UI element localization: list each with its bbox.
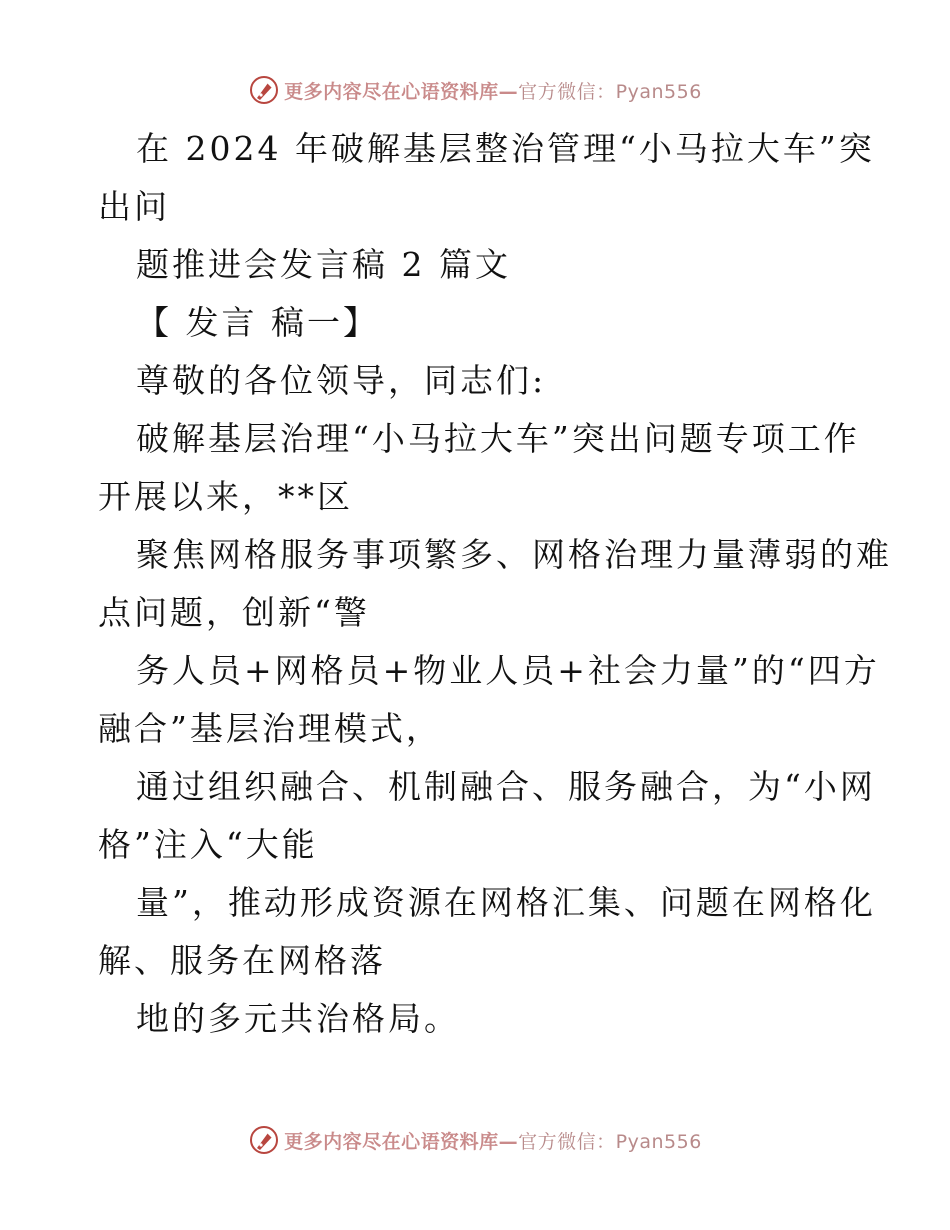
- doc-line: 融合”基层治理模式，: [98, 709, 442, 748]
- doc-line: 解、服务在网格落: [98, 941, 386, 980]
- doc-line: 量”，推动形成资源在网格汇集、问题在网格化: [136, 883, 876, 922]
- doc-line: 聚焦网格服务事项繁多、网格治理力量薄弱的难: [136, 535, 892, 574]
- doc-line: 点问题，创新“警: [98, 593, 370, 632]
- doc-line: 地的多元共治格局。: [136, 999, 460, 1038]
- doc-line: 破解基层治理“小马拉大车”突出问题专项工作: [136, 419, 860, 458]
- doc-line: 在 2024 年破解基层整治管理“小马拉大车”突: [136, 129, 875, 168]
- doc-line: 【 发言 稿一】: [136, 303, 379, 342]
- footer-watermark: [0, 1120, 950, 1160]
- watermark-wechat: 官方微信：Pyan556: [518, 1130, 702, 1153]
- document-body: [98, 120, 892, 1048]
- pen-nib-logo-icon: [248, 1124, 280, 1156]
- doc-line: 题推进会发言稿 2 篇文: [136, 245, 511, 284]
- pen-nib-logo-icon: [248, 74, 280, 106]
- watermark-text: [284, 1127, 702, 1154]
- watermark-text: [284, 77, 702, 104]
- watermark-brand: 更多内容尽在心语资料库—: [284, 1130, 519, 1153]
- doc-line: 出问: [98, 187, 170, 226]
- doc-line: 格”注入“大能: [98, 825, 318, 864]
- doc-line: 通过组织融合、机制融合、服务融合，为“小网: [136, 767, 876, 806]
- doc-line: 务人员+网格员+物业人员+社会力量”的“四方: [136, 651, 880, 690]
- watermark-wechat: 官方微信：Pyan556: [518, 80, 702, 103]
- doc-line: 开展以来，**区: [98, 477, 353, 516]
- header-watermark: [0, 70, 950, 110]
- doc-line: 尊敬的各位领导，同志们:: [136, 361, 547, 400]
- watermark-brand: 更多内容尽在心语资料库—: [284, 80, 519, 103]
